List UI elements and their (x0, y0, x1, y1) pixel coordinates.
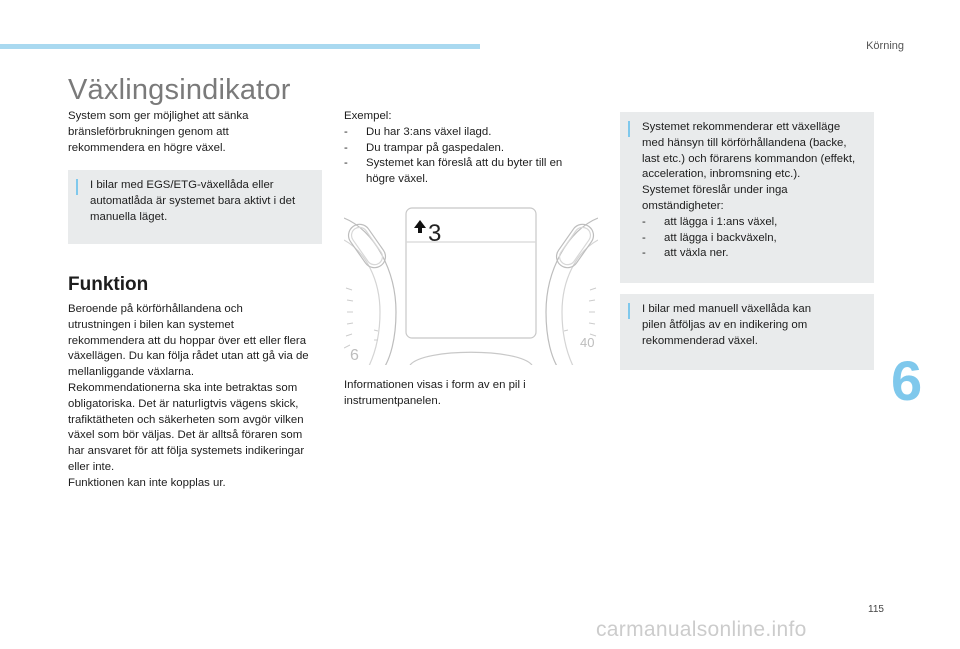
text-line: högre växel. (366, 173, 429, 186)
watermark: carmanualsonline.info (596, 618, 807, 641)
text-line: med hänsyn till körförhållandena (backe, (642, 136, 847, 149)
text-line: instrumentpanelen. (344, 394, 441, 407)
text-line: att lägga i 1:ans växel, (664, 215, 778, 228)
dash-bullet: - (344, 157, 348, 170)
list-item (642, 231, 864, 247)
dash-bullet: - (642, 231, 646, 244)
text-line: I bilar med EGS/ETG-växellåda eller (90, 179, 274, 191)
text-line: växellägen. Du kan följa rådet utan att gå via de (68, 350, 309, 363)
text-line: Beroende på körförhållandena och (68, 303, 243, 315)
text-line: rekommenderad växel. (642, 334, 758, 347)
left-gauge-number: 6 (350, 347, 359, 364)
text-line: Systemet kan föreslå att du byter till en (366, 157, 563, 170)
text-line: Rekommendationerna ska inte betraktas som (68, 381, 298, 394)
text-line: växel som bör väljas. Det är alltså föraren som (68, 429, 303, 442)
example-block (344, 109, 594, 188)
text-line: att lägga i backväxeln, (664, 231, 777, 244)
list-item (344, 156, 594, 188)
text-line: Du har 3:ans växel ilagd. (366, 125, 492, 138)
note-manual-text (642, 302, 864, 349)
dash-bullet: - (642, 247, 646, 260)
text-line: System som ger möjlighet att sänka (68, 110, 249, 122)
text-line: I bilar med manuell växellåda kan (642, 303, 812, 315)
text-line: Systemet föreslår under inga (642, 184, 788, 197)
right-gauge-number: 40 (580, 335, 595, 350)
list-item (642, 246, 864, 262)
text-line: pilen åtföljas av en indikering om (642, 318, 808, 331)
note-manual (620, 294, 874, 370)
text-line: Informationen visas i form av en pil i (344, 379, 526, 391)
text-line: rekommendera en högre växel. (68, 141, 226, 154)
list-item (344, 125, 594, 141)
text-line: eller inte. (68, 460, 115, 473)
list-item (642, 215, 864, 231)
text-line: att växla ner. (664, 247, 729, 260)
dash-bullet: - (344, 141, 348, 154)
section-title: Körning (866, 40, 904, 52)
page-number: 115 (868, 604, 884, 615)
text-line: acceleration, inbromsning etc.). (642, 168, 801, 181)
text-line: automatlåda är systemet bara aktivt i det (90, 194, 296, 207)
list-item (344, 141, 594, 157)
text-line: rekommendera att du hoppar över ett eller flera (68, 334, 307, 347)
figure-caption (344, 378, 594, 410)
header-accent-bar (0, 44, 480, 49)
intro-paragraph (68, 109, 318, 156)
text-line: omständigheter: (642, 199, 724, 212)
gear-digit: 3 (428, 220, 442, 247)
text-line: trafiktätheten och säkerheten som avgör vilken (68, 413, 304, 426)
funktion-heading: Funktion (68, 274, 149, 295)
text-line: mellanliggande växlarna. (68, 366, 195, 379)
note-egs (68, 170, 322, 244)
note-marker (628, 303, 630, 319)
text-line: har ansvaret för att följa systemets indikeringar (68, 445, 305, 458)
chapter-number: 6 (891, 349, 923, 412)
page-title: Växlingsindikator (68, 74, 291, 106)
instrument-panel-illustration (344, 200, 598, 365)
dash-bullet: - (642, 215, 646, 228)
text-line: Systemet rekommenderar ett växelläge (642, 121, 841, 133)
text-line: obligatoriska. Det är naturligtvis vägens skick, (68, 397, 299, 410)
text-line: bränsleförbrukningen genom att (68, 125, 229, 138)
text-line: manuella läget. (90, 210, 168, 223)
note-egs-text (90, 178, 312, 225)
example-label: Exempel: (344, 110, 392, 122)
dash-bullet: - (344, 125, 348, 138)
text-line: Funktionen kan inte kopplas ur. (68, 476, 226, 489)
note-marker (628, 121, 630, 137)
note-recommend (620, 112, 874, 283)
text-line: last etc.) och förarens kommandon (effekt, (642, 152, 856, 165)
note-recommend-text (642, 120, 864, 262)
upshift-arrow-icon (414, 220, 426, 233)
text-line: utrustningen i bilen kan systemet (68, 318, 234, 331)
funktion-paragraph (68, 302, 330, 492)
text-line: Du trampar på gaspedalen. (366, 141, 505, 154)
note-marker (76, 179, 78, 195)
